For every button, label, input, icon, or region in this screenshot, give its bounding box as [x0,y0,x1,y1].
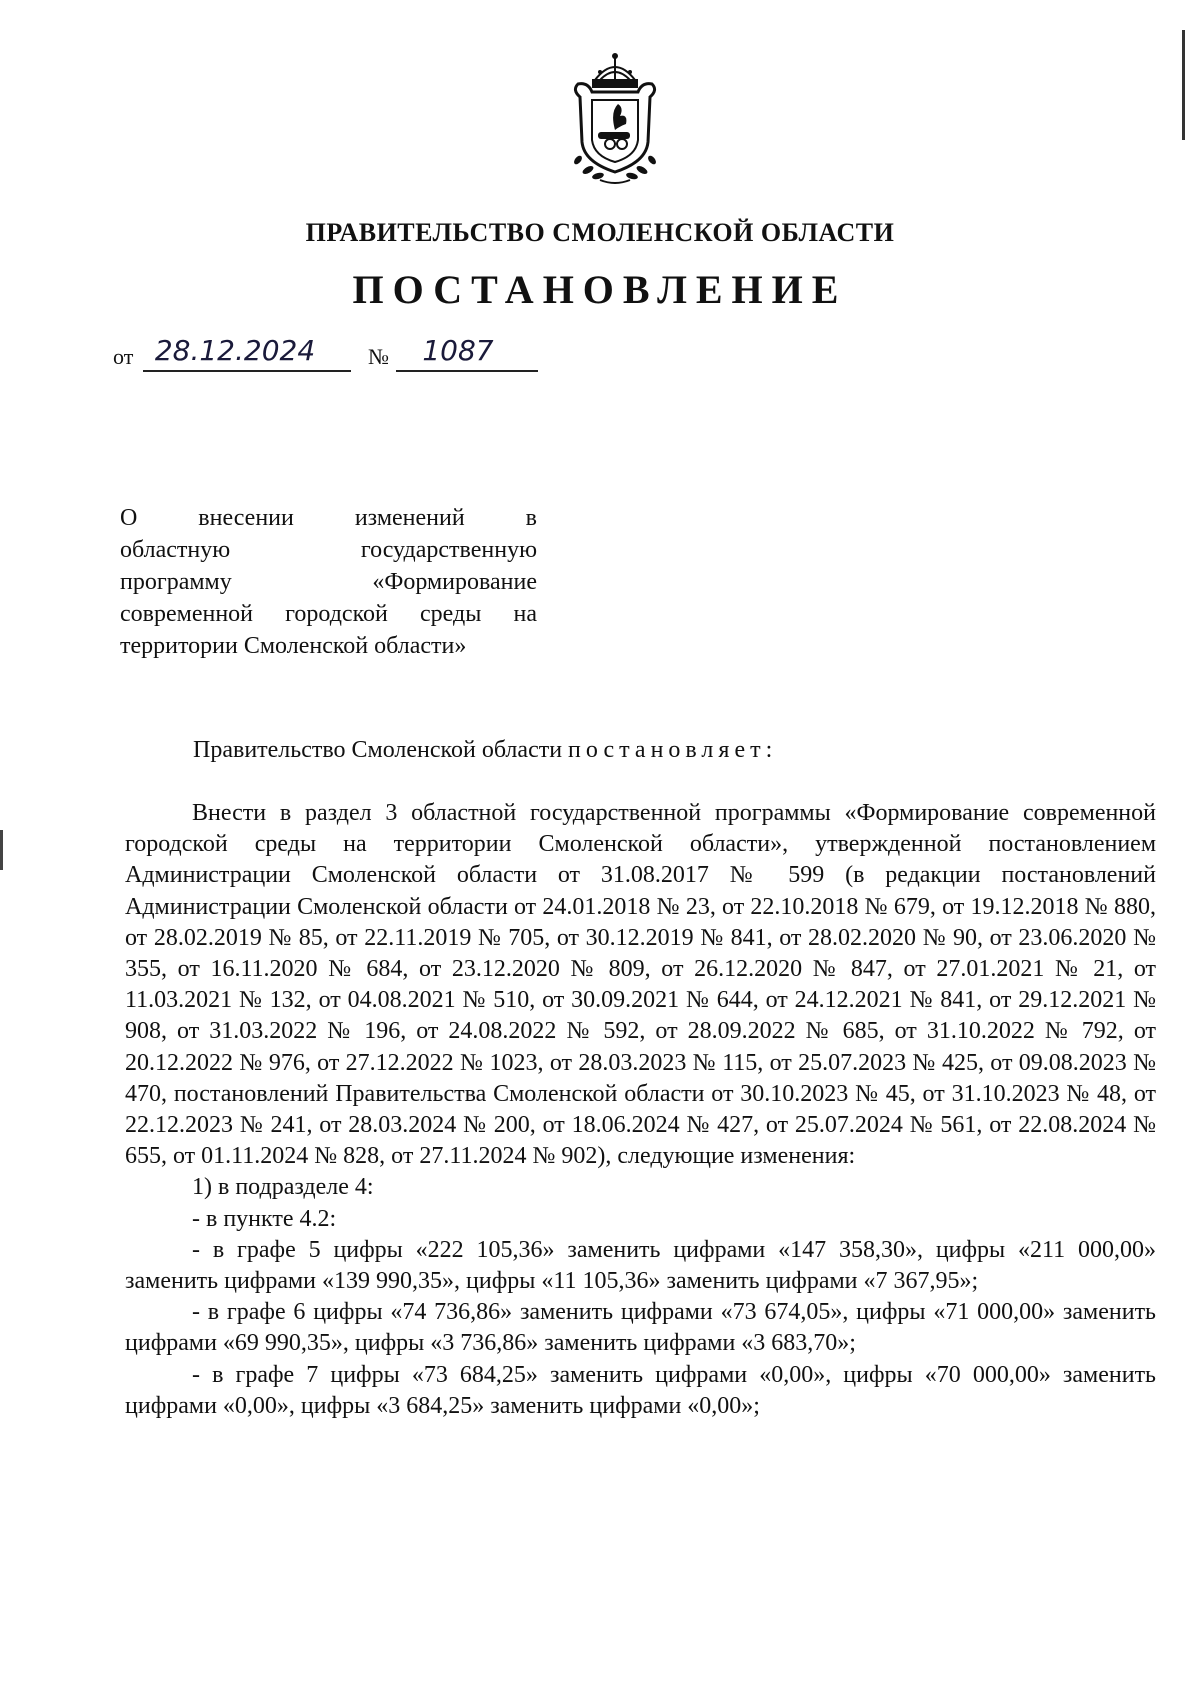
registration-line [113,334,593,374]
resolves-verb: постановляет: [568,737,778,763]
date-label: от [113,344,134,369]
smolensk-coat-of-arms-icon [560,52,670,187]
date-value: 28.12.2024 [154,334,316,367]
document-subject [120,502,537,662]
body-item: - в пункте 4.2: [192,1205,337,1232]
subject-line: программу «Формирование [120,569,537,595]
subject-line: территории Смоленской области» [120,633,467,659]
body-item: - в графе 7 цифры «73 684,25» заменить цифрами «0,00», цифры «70 000,00» заменить цифрами «0,00», цифры «3 684,25» заменить цифрами «0,00»; [125,1361,1156,1419]
body-intro-paragraph: Внести в раздел 3 областной государственной программы «Формирование современной городской среды на территории Смоленской области», утвержденной постановлением Администрации Смоленской области от 31.08.2017 № 599 (в редакции постановлений Администрации Смоленской области от 24.01.2018 № 23, от 22.10.2018 № 679, от 19.12.2018 № 880, от 28.02.2019 № 85, от 22.11.2019 № 705, от 30.12.2019 № 841, от 28.02.2020 № 90, от 23.06.2020 № 355, от 16.11.2020 № 684, от 23.12.2020 № 809, от 26.12.2020 № 847, от 27.01.2021 № 21, от 11.03.2021 № 132, от 04.08.2021 № 510, от 30.09.2021 № 644, от 24.12.2021 № 841, от 29.12.2021 № 908, от 31.03.2022 № 196, от 24.08.2022 № 592, от 28.09.2022 № 685, от 31.10.2022 № 792, от 20.12.2022 № 976, от 27.12.2022 № 1023, от 28.03.2023 № 115, от 25.07.2023 № 425, от 09.08.2023 № 470, постановлений Правительства Смоленской области от 30.10.2023 № 45, от 31.10.2023 № 48, от 22.12.2023 № 241, от 28.03.2024 № 200, от 18.06.2024 № 427, от 25.07.2024 № 561, от 22.08.2024 № 655, от 01.11.2024 № 828, от 27.11.2024 № 902), следующие изменения: [125,800,1156,1170]
body-item: 1) в подразделе 4: [192,1174,374,1201]
date-underline [143,370,351,372]
body-item: - в графе 5 цифры «222 105,36» заменить цифрами «147 358,30», цифры «211 000,00» заменить цифрами «139 990,35», цифры «11 105,36» заменить цифрами «7 367,95»; [125,1236,1156,1295]
organization-title: ПРАВИТЕЛЬСТВО СМОЛЕНСКОЙ ОБЛАСТИ [305,218,895,247]
document-type: ПОСТАНОВЛЕНИЕ [352,267,848,312]
number-underline [396,370,538,372]
document-body [125,798,1156,1422]
scan-edge-mark [0,830,3,870]
resolves-prefix: Правительство Смоленской области [193,737,563,763]
resolves-line [193,737,777,764]
body-item: - в графе 6 цифры «74 736,86» заменить цифрами «73 674,05», цифры «71 000,00» заменить цифрами «69 990,35», цифры «3 736,86» заменить цифрами «3 683,70»; [125,1299,1156,1357]
number-value: 1087 [422,334,494,367]
number-label: № [368,344,389,369]
subject-line: О внесении изменений в [120,505,537,531]
subject-line: областную государственную [120,537,537,563]
scan-edge-mark [1182,30,1185,140]
subject-line: современной городской среды на [120,601,537,627]
